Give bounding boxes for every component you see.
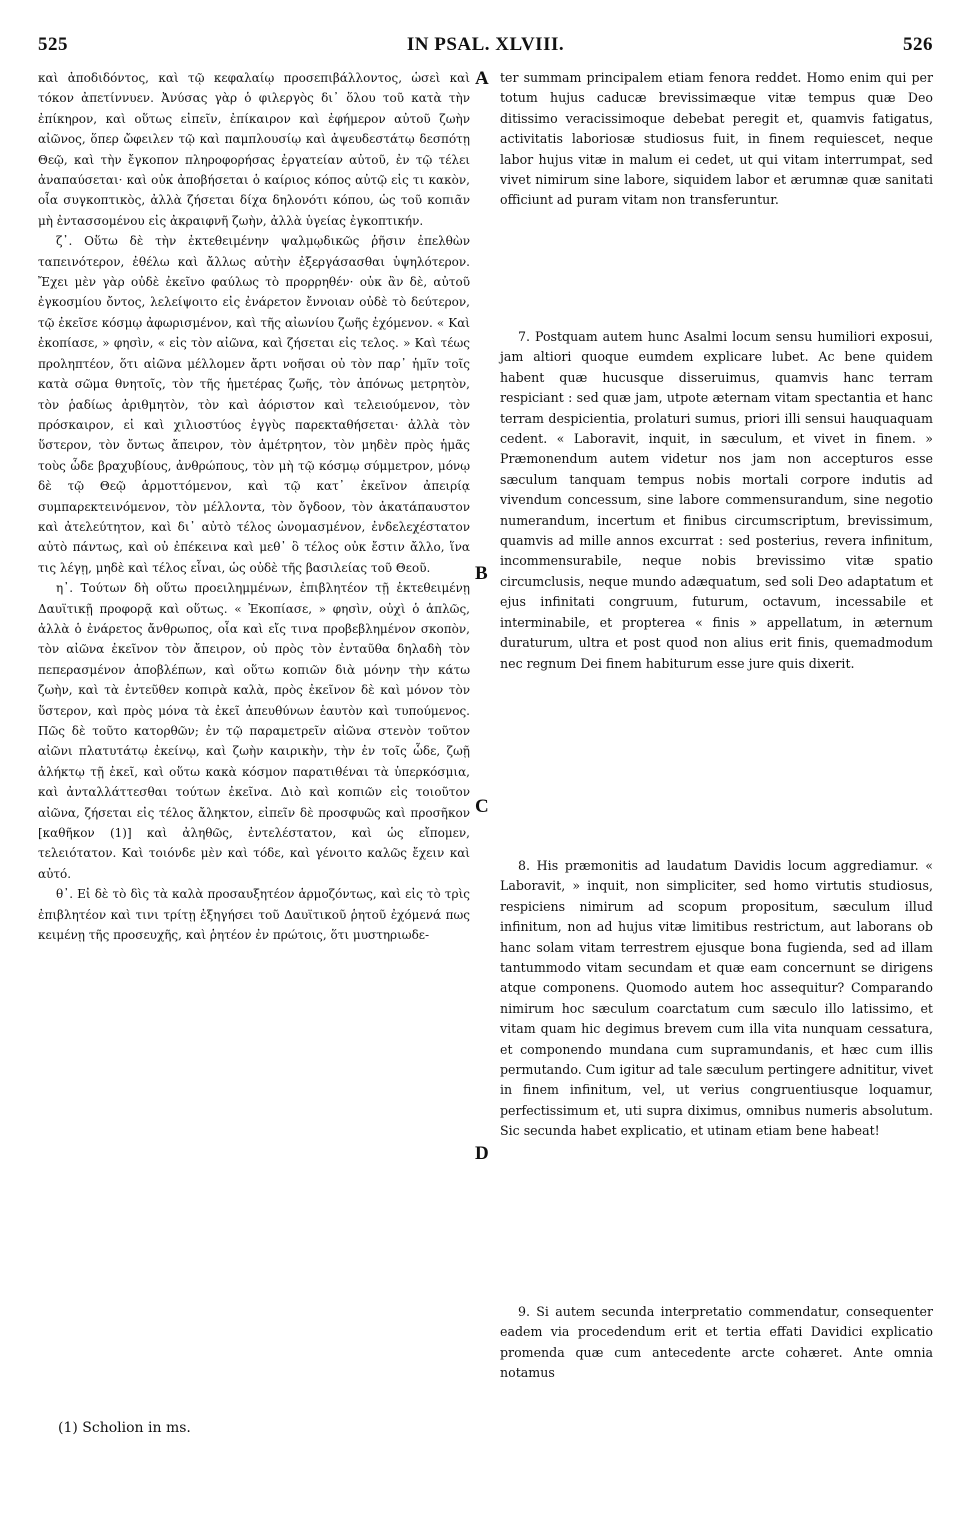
latin-paragraph-4: 9. Si autem secunda interpretatio commendatur, consequenter eadem via procedendum erit et tertia effati Davidici explicatio promenda quæ cum antecedente arcte cohæret. Ante omnia notamus bbox=[500, 1304, 933, 1381]
footnote: (1) Scholion in ms. bbox=[58, 1420, 191, 1436]
margin-letter-d: D bbox=[475, 1143, 489, 1164]
running-title: IN PSAL. XLVIII. bbox=[406, 34, 565, 55]
page-number-right: 526 bbox=[903, 34, 933, 55]
greek-paragraph-2: ζ᾽. Οὕτω δὲ τὴν ἐκτεθειμένην ψαλμῳδικῶς ῥῆσιν ἐπελθὼν ταπεινότερον, ἐθέλω καὶ ἄλλως αὐτὴν ἐξεργάσασθαι ὑψηλότερον. Ἔχει μὲν γὰρ οὐδὲ ἐκεῖνο φαύλως τὸ προρρηθέν· οὐκ ἂν δὲ, αὐτοῦ ἐγκοσμίου ὄντος, λελείψοιτο εἰς ἐνάρετον ἔννοιαν οὐδὲ τὸ δεύτερον, τῷ ἐκεῖσε κόσμῳ ἀφωρισμένον, καὶ τῆς αἰωνίου ζωῆς ἐχόμενον. « Καὶ ἐκοπίασε, » φησὶν, « εἰς τὸν αἰῶνα, καὶ ζήσεται εἰς τελος. » Καὶ τέως προληπτέον, ὅτι αἰῶνα μέλλομεν ἄρτι νοῆσαι οὐ τὸν παρ᾽ ἡμῖν τοῖς κατὰ σῶμα θνητοῖς, τὸν τῆς ἡμετέρας ζωῆς, τὸν ἀπόνως μετρητὸν, τὸν ῥαδίως ἀριθμητὸν, τὸν καὶ ἀόριστον καὶ τελειούμενον, τὸν πρόσκαιρον, εἰ καὶ χιλιοστύος ἐγγὺς παρεκταθήσεται· ἀλλὰ τὸν ὕστερον, τὸν ὄντως ἄπειρον, τὸν ἀμέτρητον, τὸν μηδὲν πρὸς ἡμᾶς τοὺς ὧδε βραχυβίους, ἀνθρώπους, τὸν μὴ τῷ κόσμῳ σύμμετρον, μόνῳ δὲ τῷ Θεῷ ἁρμοττόμενον, καὶ τῷ κατ᾽ ἐκεῖνον ἀπειρίᾳ συμπαρεκτεινόμενον, τὸν μέλλοντα, τὸν ὄγδοον, τὸν ἀκατάπαυστον καὶ ἀτελεύτητον, καὶ δι᾽ αὐτὸ τέλος ὠνομασμένον, ἐνδελεχέστατον αὐτὸ πάντως, καὶ οὐ ἐπέκεινα καὶ μεθ᾽ ὃ τέλος οὐκ ἔστιν ἄλλο, ἵνα τις λέγῃ, μηδὲ καὶ τέλος εἶναι, ὡς οὐδὲ τῆς βασιλείας τοῦ Θεοῦ. bbox=[38, 234, 470, 575]
greek-paragraph-4: θ᾽. Εἰ δὲ τὸ δὶς τὰ καλὰ προσαυξητέον ἁρμοζόντως, καὶ εἰς τὸ τρὶς ἐπιβλητέον καὶ τινι τρίτῃ ἐξηγήσει τοῦ Δαυϊτικοῦ ῥητοῦ ἐχόμενά πως κειμένῃ τῆς προσευχῆς, καὶ ῥητέον ἐν πρώτοις, ὅτι μυστηριωδε- bbox=[38, 887, 470, 943]
margin-letter-c: C bbox=[475, 796, 489, 817]
latin-paragraph-2: 7. Postquam autem hunc Asalmi locum sensu humiliori exposui, jam altiori quoque eumdem explicare lubet. Ac bene quidem habent quæ hucusque disseruimus, quamvis hanc terram respiciant : sed quæ jam, utpote æternam vitam spectantia et hanc terram despicientia, prolaturi sumus, priori illi sensui hauquaquam cedent. « Laboravit, inquit, in sæculum, et vivet in finem. » Præmonendum autem videtur nos jam non accepturos esse sæculum tanquam tempus nobis mortali corpore indutis ad vivendum concessum, sine labore commensurandum, sine negotio numerandum, incertum et finibus circumscriptum, brevissimum, quamvis ad mille annos excurrat : sed posterius, revera infinitum, incommensurabile, neque nobis brevissimo vitæ spatio circumclusis, neque mundo adæquatum, sed soli Deo adaptatum et ejus infinitati congruum, futurum, octavum, incessabile et interminabile, et propterea « finis » appellatum, in æternum duraturum, ultra et post quod non alius erit finis, quemadmodum nec regnum Dei finem habiturum esse jure quis dixerit. bbox=[500, 329, 933, 671]
margin-letter-b: B bbox=[475, 563, 488, 584]
latin-paragraph-1: ter summam principalem etiam fenora reddet. Homo enim qui per totum hujus caducæ brevissimæque vitæ tempus quæ Deo ditissimo veracissimoque debebat peregit et, quamvis fatigatus, activitatis laboriosæ studiosus fuit, in finem requiescet, neque labor hujus vitæ in malum ei cedet, ut qui vitam interrumpat, sed vivet nimirum sine labore, siquidem labor et ærumnæ quæ sanitati officiunt ad puram vitam non transferuntur. bbox=[500, 70, 933, 208]
page-number-left: 525 bbox=[38, 34, 68, 55]
greek-column bbox=[38, 68, 470, 945]
latin-paragraph-3: 8. His præmonitis ad laudatum Davidis locum aggrediamur. « Laboravit, » inquit, non simpliciter, sed homo virtutis studiosus, respiciens nimirum ad scopum propositum, sæculum illud infinitum, non ad hujus vitæ limitibus restrictum, aut laborans ob hanc solam vitam terrestrem ejusque bona fugienda, sed ad illam tantummodo vitam secundam et quæ eam concernunt se dirigens atque componens. Quomodo autem hoc assequitur? Comparando nimirum hoc sæculum coarctatum cum sæculo illo latissimo, et vitam quam hic degimus brevem cum illa vita nunquam cessatura, et componendo mundana cum supramundanis, et hæc cum illis permutando. Cum igitur ad tale sæculum pertingere adnititur, vivet in finem infinitum, vel, ut verius congruentiusque loquamur, perfectissimum et, uti supra diximus, omnibus numeris absolutum. Sic secunda habet explicatio, et utinam etiam bene habeat! bbox=[500, 858, 933, 1139]
greek-paragraph-3: η᾽. Τούτων δὴ οὕτω προειλημμένων, ἐπιβλητέον τῇ ἐκτεθειμένῃ Δαυϊτικῇ προφορᾷ καὶ οὕτως. « Ἐκοπίασε, » φησὶν, οὐχὶ ὁ ἁπλῶς, ἀλλὰ ὁ ἐνάρετος ἄνθρωπος, οἷα καὶ εἴς τινα προβεβλημένον σκοπὸν, τὸν αἰῶνα ἐκεῖνον τὸν ἄπειρον, οὐ πρὸς τὸν ἐνταῦθα δηλαδὴ τὸν πεπερασμένον ἀποβλέπων, καὶ οὕτω κοπιῶν διὰ μόνην τὴν κάτω ζωὴν, καὶ τὰ ἐντεῦθεν κοπιρὰ καλὰ, πρὸς ἐκεῖνον δὲ καὶ μόνον τὸν ὕστερον, καὶ πρὸς μόνα τὰ ἐκεῖ ἀπευθύνων ἑαυτὸν καὶ τυπούμενος. Πῶς δὲ τοῦτο κατορθῶν; ἐν τῷ παραμετρεῖν αἰῶνα στενὸν τοῦτον αἰῶνι πλατυτάτῳ ἐκείνῳ, καὶ ζωὴν καιρικὴν, τὴν ἐν τοῖς ὧδε, ζωῇ ἀλήκτῳ τῇ ἐκεῖ, καὶ οὕτω κακὰ κόσμον παρατιθέναι τὰ ὑπερκόσμια, καὶ ἀνταλλάττεσθαι τούτων ἐκεῖνα. Διὸ καὶ κοπιῶν εἰς τοιοῦτον αἰῶνα, ζήσεται εἰς τέλος ἄληκτον, εἰπεῖν δὲ προσφυῶς καὶ προσῆκον [καθῆκον (1)] καὶ ἀληθῶς, ἐντελέστατον, καὶ ὡς εἴπομεν, τελειότατον. Καὶ τοιόνδε μὲν καὶ τόδε, καὶ γένοιτο καλῶς ἔχειν καὶ αὐτό. bbox=[38, 581, 470, 881]
page-header bbox=[38, 34, 933, 60]
margin-letter-a: A bbox=[475, 68, 489, 89]
greek-paragraph-1: καὶ ἀποδιδόντος, καὶ τῷ κεφαλαίῳ προσεπιβάλλοντος, ὡσεὶ καὶ τόκον ἀπετίννυεν. Ἀνύσας γὰρ ὁ φιλεργὸς δι᾽ ὅλου τοῦ κατὰ τὴν ἐπίκηρον, καὶ οὕτως εἰπεῖν, ἐπίκαιρον καὶ ἐφήμερον αὐτοῦ ζωὴν αἰῶνος, ὅπερ ὤφειλεν τῷ καὶ παμπλουσίῳ καὶ ἀψευδεστάτῳ δεσπότῃ Θεῷ, καὶ τὴν ἔγκοπον πληροφορήσας ἐργατείαν αὐτοῦ, ἐν τῷ τέλει ἀναπαύσεται· καὶ οὐκ ἀποβήσεται ὁ καίριος κόπος αὐτῷ εἰς τι κακὸν, οἷα συγκοπτικὸς, ἀλλὰ ζήσεται δίχα δηλονότι κόπου, ὡς τοῦ κοπιᾶν μὴ ἐντασσομένου εἰς ἀκραιφνῆ ζωὴν, ἀλλὰ ὑγείας ἐγκοπτικήν. bbox=[38, 71, 470, 228]
